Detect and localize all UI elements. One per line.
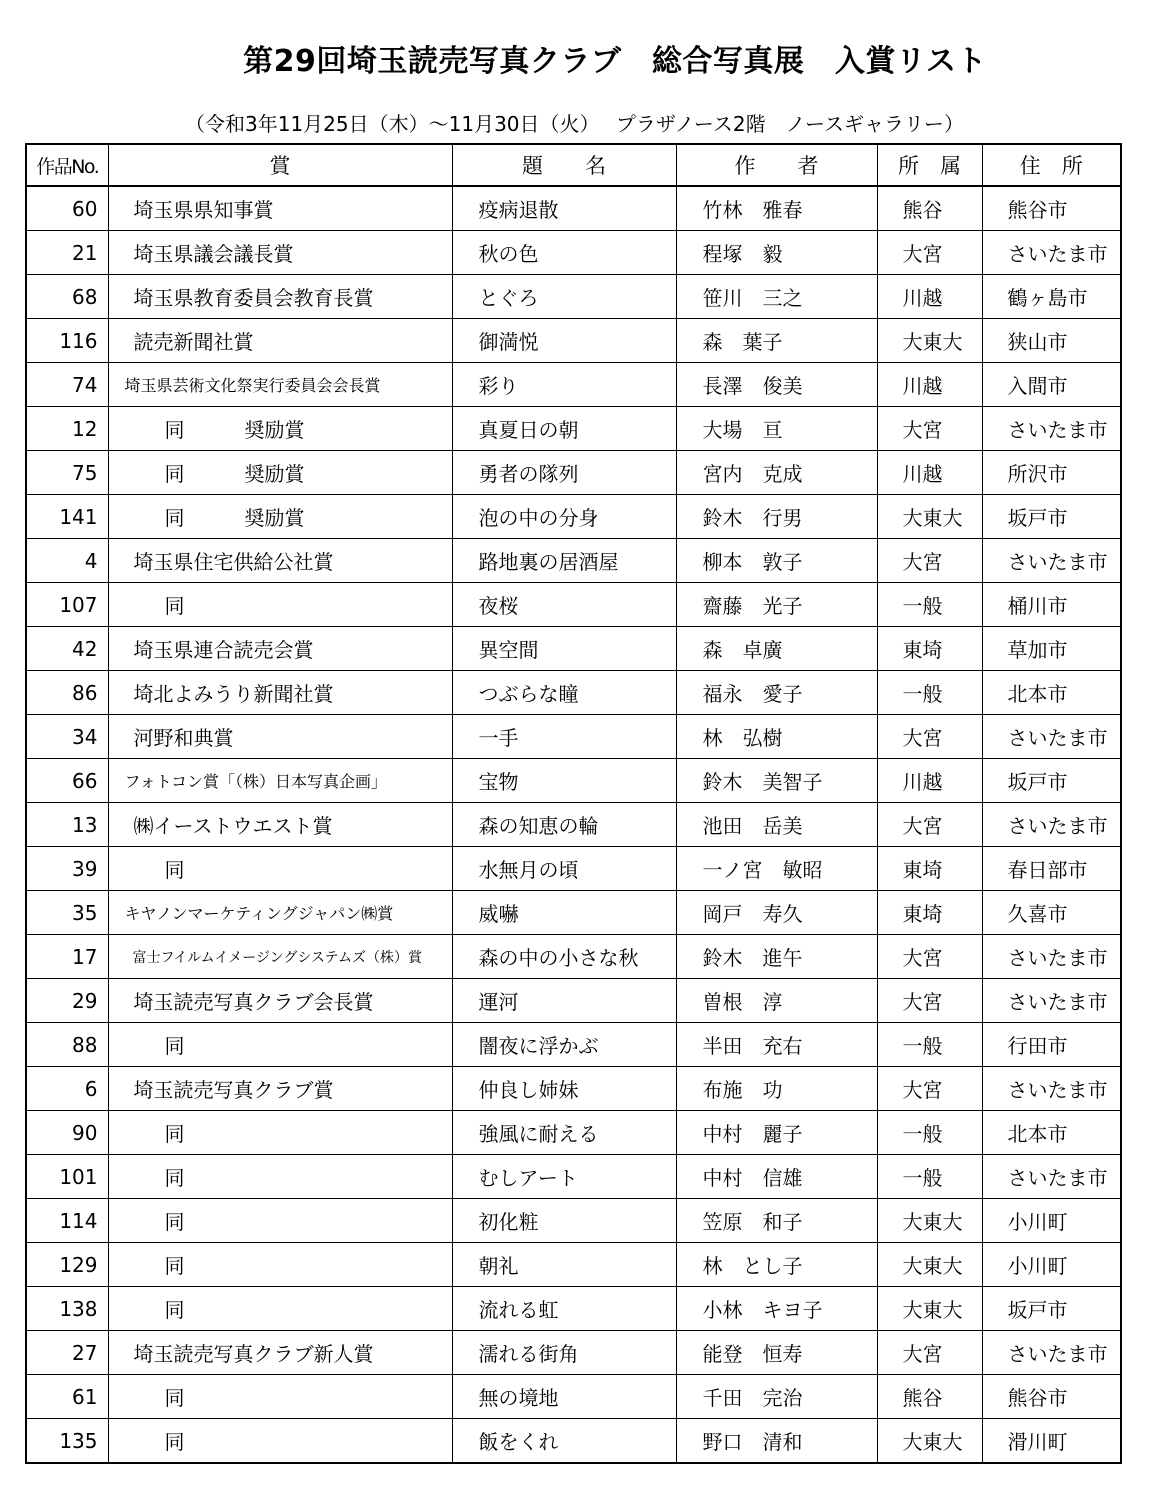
author-cell: 布施 功 bbox=[676, 1067, 877, 1111]
club-cell: 大宮 bbox=[877, 715, 982, 759]
club-cell: 熊谷 bbox=[877, 1375, 982, 1419]
work-title-cell: 秋の色 bbox=[452, 231, 676, 275]
club-cell: 大宮 bbox=[877, 935, 982, 979]
work-no-cell: 29 bbox=[26, 979, 108, 1023]
club-cell: 大宮 bbox=[877, 979, 982, 1023]
author-cell: 林 弘樹 bbox=[676, 715, 877, 759]
club-cell: 大宮 bbox=[877, 1067, 982, 1111]
work-title-cell: つぶらな瞳 bbox=[452, 671, 676, 715]
table-row bbox=[26, 627, 1121, 671]
city-cell: 熊谷市 bbox=[982, 186, 1121, 231]
work-no-cell: 114 bbox=[26, 1199, 108, 1243]
table-row bbox=[26, 1375, 1121, 1419]
table-row bbox=[26, 275, 1121, 319]
author-cell: 長澤 俊美 bbox=[676, 363, 877, 407]
award-table bbox=[25, 143, 1122, 1464]
work-title-cell: 彩り bbox=[452, 363, 676, 407]
city-cell: 小川町 bbox=[982, 1199, 1121, 1243]
award-cell: 埼玉県住宅供給公社賞 bbox=[108, 539, 452, 583]
club-cell: 大東大 bbox=[877, 1287, 982, 1331]
work-title-cell: 路地裏の居酒屋 bbox=[452, 539, 676, 583]
table-row bbox=[26, 539, 1121, 583]
table-row bbox=[26, 803, 1121, 847]
work-no-cell: 138 bbox=[26, 1287, 108, 1331]
author-cell: 岡戸 寿久 bbox=[676, 891, 877, 935]
work-title-cell: 仲良し姉妹 bbox=[452, 1067, 676, 1111]
author-cell: 小林 キヨ子 bbox=[676, 1287, 877, 1331]
work-title-cell: 朝礼 bbox=[452, 1243, 676, 1287]
table-row bbox=[26, 1155, 1121, 1199]
author-cell: 曽根 淳 bbox=[676, 979, 877, 1023]
author-cell: 千田 完治 bbox=[676, 1375, 877, 1419]
club-cell: 一般 bbox=[877, 1023, 982, 1067]
award-cell: 同 bbox=[108, 1023, 452, 1067]
column-header-author: 作 者 bbox=[676, 144, 877, 186]
column-header-club: 所 属 bbox=[877, 144, 982, 186]
award-cell: 同 bbox=[108, 1243, 452, 1287]
city-cell: さいたま市 bbox=[982, 803, 1121, 847]
city-cell: さいたま市 bbox=[982, 539, 1121, 583]
work-title-cell: 無の境地 bbox=[452, 1375, 676, 1419]
award-cell: 同 bbox=[108, 1155, 452, 1199]
work-title-cell: 夜桜 bbox=[452, 583, 676, 627]
event-subtitle: （令和3年11月25日（木）～11月30日（火） プラザノース2階 ノースギャラリー） bbox=[185, 112, 965, 136]
work-title-cell: 森の中の小さな秋 bbox=[452, 935, 676, 979]
table-header-row bbox=[26, 144, 1121, 186]
work-title-cell: 威嚇 bbox=[452, 891, 676, 935]
award-cell: 同 bbox=[108, 583, 452, 627]
city-cell: 草加市 bbox=[982, 627, 1121, 671]
work-title-cell: 宝物 bbox=[452, 759, 676, 803]
award-cell: 同 bbox=[108, 1287, 452, 1331]
award-cell: 埼玉読売写真クラブ賞 bbox=[108, 1067, 452, 1111]
column-header-title: 題 名 bbox=[452, 144, 676, 186]
table-row bbox=[26, 363, 1121, 407]
author-cell: 程塚 毅 bbox=[676, 231, 877, 275]
club-cell: 熊谷 bbox=[877, 186, 982, 231]
table-row bbox=[26, 231, 1121, 275]
award-cell: 同 奨励賞 bbox=[108, 451, 452, 495]
city-cell: 行田市 bbox=[982, 1023, 1121, 1067]
author-cell: 鈴木 行男 bbox=[676, 495, 877, 539]
work-title-cell: 強風に耐える bbox=[452, 1111, 676, 1155]
table-row bbox=[26, 1067, 1121, 1111]
work-title-cell: 異空間 bbox=[452, 627, 676, 671]
award-cell: 埼玉県県知事賞 bbox=[108, 186, 452, 231]
city-cell: 小川町 bbox=[982, 1243, 1121, 1287]
work-no-cell: 12 bbox=[26, 407, 108, 451]
city-cell: 坂戸市 bbox=[982, 759, 1121, 803]
author-cell: 福永 愛子 bbox=[676, 671, 877, 715]
work-title-cell: 疫病退散 bbox=[452, 186, 676, 231]
club-cell: 大東大 bbox=[877, 1243, 982, 1287]
table-row bbox=[26, 1243, 1121, 1287]
table-body bbox=[26, 186, 1121, 1463]
table-row bbox=[26, 319, 1121, 363]
table-row bbox=[26, 1331, 1121, 1375]
club-cell: 大東大 bbox=[877, 319, 982, 363]
work-title-cell: むしアート bbox=[452, 1155, 676, 1199]
award-cell: 同 bbox=[108, 1111, 452, 1155]
club-cell: 大東大 bbox=[877, 1199, 982, 1243]
author-cell: 中村 麗子 bbox=[676, 1111, 877, 1155]
club-cell: 大宮 bbox=[877, 407, 982, 451]
author-cell: 竹林 雅春 bbox=[676, 186, 877, 231]
city-cell: 熊谷市 bbox=[982, 1375, 1121, 1419]
club-cell: 川越 bbox=[877, 363, 982, 407]
award-cell: 埼玉県議会議長賞 bbox=[108, 231, 452, 275]
author-cell: 半田 充右 bbox=[676, 1023, 877, 1067]
table-row bbox=[26, 715, 1121, 759]
club-cell: 大宮 bbox=[877, 539, 982, 583]
city-cell: さいたま市 bbox=[982, 935, 1121, 979]
club-cell: 大東大 bbox=[877, 495, 982, 539]
table-row bbox=[26, 186, 1121, 231]
club-cell: 一般 bbox=[877, 583, 982, 627]
work-no-cell: 34 bbox=[26, 715, 108, 759]
club-cell: 川越 bbox=[877, 451, 982, 495]
city-cell: 北本市 bbox=[982, 1111, 1121, 1155]
city-cell: さいたま市 bbox=[982, 979, 1121, 1023]
club-cell: 東埼 bbox=[877, 891, 982, 935]
work-title-cell: 真夏日の朝 bbox=[452, 407, 676, 451]
city-cell: 坂戸市 bbox=[982, 495, 1121, 539]
award-cell: 埼玉読売写真クラブ会長賞 bbox=[108, 979, 452, 1023]
award-cell: 埼玉読売写真クラブ新人賞 bbox=[108, 1331, 452, 1375]
work-no-cell: 116 bbox=[26, 319, 108, 363]
award-cell: 埼玉県教育委員会教育長賞 bbox=[108, 275, 452, 319]
work-title-cell: 一手 bbox=[452, 715, 676, 759]
award-cell: 同 bbox=[108, 1419, 452, 1464]
author-cell: 宮内 克成 bbox=[676, 451, 877, 495]
work-no-cell: 39 bbox=[26, 847, 108, 891]
club-cell: 東埼 bbox=[877, 847, 982, 891]
table-row bbox=[26, 671, 1121, 715]
club-cell: 一般 bbox=[877, 1111, 982, 1155]
work-title-cell: 運河 bbox=[452, 979, 676, 1023]
award-cell: 河野和典賞 bbox=[108, 715, 452, 759]
work-title-cell: 濡れる街角 bbox=[452, 1331, 676, 1375]
table-row bbox=[26, 935, 1121, 979]
table-row bbox=[26, 1287, 1121, 1331]
work-no-cell: 135 bbox=[26, 1419, 108, 1464]
table-row bbox=[26, 407, 1121, 451]
club-cell: 一般 bbox=[877, 1155, 982, 1199]
work-no-cell: 17 bbox=[26, 935, 108, 979]
work-no-cell: 75 bbox=[26, 451, 108, 495]
city-cell: 鶴ヶ島市 bbox=[982, 275, 1121, 319]
city-cell: 坂戸市 bbox=[982, 1287, 1121, 1331]
award-cell: 同 bbox=[108, 1199, 452, 1243]
club-cell: 大東大 bbox=[877, 1419, 982, 1464]
award-cell: 埼玉県連合読売会賞 bbox=[108, 627, 452, 671]
table-row bbox=[26, 583, 1121, 627]
city-cell: さいたま市 bbox=[982, 231, 1121, 275]
work-title-cell: 初化粧 bbox=[452, 1199, 676, 1243]
author-cell: 齋藤 光子 bbox=[676, 583, 877, 627]
work-no-cell: 66 bbox=[26, 759, 108, 803]
author-cell: 池田 岳美 bbox=[676, 803, 877, 847]
club-cell: 川越 bbox=[877, 759, 982, 803]
work-title-cell: 水無月の頃 bbox=[452, 847, 676, 891]
city-cell: さいたま市 bbox=[982, 407, 1121, 451]
award-cell: 同 奨励賞 bbox=[108, 407, 452, 451]
work-no-cell: 107 bbox=[26, 583, 108, 627]
city-cell: 北本市 bbox=[982, 671, 1121, 715]
club-cell: 大宮 bbox=[877, 1331, 982, 1375]
work-title-cell: 御満悦 bbox=[452, 319, 676, 363]
award-cell: 埼北よみうり新聞社賞 bbox=[108, 671, 452, 715]
work-no-cell: 101 bbox=[26, 1155, 108, 1199]
table-row bbox=[26, 759, 1121, 803]
club-cell: 川越 bbox=[877, 275, 982, 319]
work-no-cell: 21 bbox=[26, 231, 108, 275]
column-header-award: 賞 bbox=[108, 144, 452, 186]
work-title-cell: とぐろ bbox=[452, 275, 676, 319]
work-no-cell: 6 bbox=[26, 1067, 108, 1111]
city-cell: さいたま市 bbox=[982, 1067, 1121, 1111]
work-no-cell: 90 bbox=[26, 1111, 108, 1155]
work-no-cell: 68 bbox=[26, 275, 108, 319]
city-cell: 入間市 bbox=[982, 363, 1121, 407]
award-cell: 同 bbox=[108, 1375, 452, 1419]
author-cell: 大場 亘 bbox=[676, 407, 877, 451]
work-title-cell: 勇者の隊列 bbox=[452, 451, 676, 495]
city-cell: 狭山市 bbox=[982, 319, 1121, 363]
table-row bbox=[26, 1111, 1121, 1155]
award-cell: キヤノンマーケティングジャパン㈱賞 bbox=[108, 891, 452, 935]
author-cell: 鈴木 進午 bbox=[676, 935, 877, 979]
work-no-cell: 27 bbox=[26, 1331, 108, 1375]
city-cell: さいたま市 bbox=[982, 715, 1121, 759]
award-cell: 読売新聞社賞 bbox=[108, 319, 452, 363]
work-title-cell: 流れる虹 bbox=[452, 1287, 676, 1331]
work-title-cell: 森の知恵の輪 bbox=[452, 803, 676, 847]
author-cell: 野口 清和 bbox=[676, 1419, 877, 1464]
city-cell: 滑川町 bbox=[982, 1419, 1121, 1464]
author-cell: 森 卓廣 bbox=[676, 627, 877, 671]
work-title-cell: 闇夜に浮かぶ bbox=[452, 1023, 676, 1067]
work-no-cell: 61 bbox=[26, 1375, 108, 1419]
page-title: 第29回埼玉読売写真クラブ 総合写真展 入賞リスト bbox=[243, 44, 987, 79]
work-no-cell: 74 bbox=[26, 363, 108, 407]
city-cell: 所沢市 bbox=[982, 451, 1121, 495]
table-row bbox=[26, 495, 1121, 539]
author-cell: 森 葉子 bbox=[676, 319, 877, 363]
award-cell: ㈱イーストウエスト賞 bbox=[108, 803, 452, 847]
club-cell: 大宮 bbox=[877, 803, 982, 847]
work-no-cell: 129 bbox=[26, 1243, 108, 1287]
table-row bbox=[26, 1023, 1121, 1067]
work-title-cell: 泡の中の分身 bbox=[452, 495, 676, 539]
column-header-work-no: 作品No. bbox=[26, 144, 108, 186]
club-cell: 一般 bbox=[877, 671, 982, 715]
club-cell: 大宮 bbox=[877, 231, 982, 275]
award-cell: 富士フイルムイメージングシステムズ（株）賞 bbox=[108, 935, 452, 979]
award-cell: 同 bbox=[108, 847, 452, 891]
table-row bbox=[26, 1199, 1121, 1243]
author-cell: 中村 信雄 bbox=[676, 1155, 877, 1199]
work-no-cell: 88 bbox=[26, 1023, 108, 1067]
work-no-cell: 42 bbox=[26, 627, 108, 671]
table-row bbox=[26, 979, 1121, 1023]
table-row bbox=[26, 451, 1121, 495]
work-no-cell: 60 bbox=[26, 186, 108, 231]
city-cell: さいたま市 bbox=[982, 1331, 1121, 1375]
author-cell: 柳本 敦子 bbox=[676, 539, 877, 583]
table-row bbox=[26, 1419, 1121, 1464]
city-cell: 春日部市 bbox=[982, 847, 1121, 891]
award-cell: 同 奨励賞 bbox=[108, 495, 452, 539]
award-cell: 埼玉県芸術文化祭実行委員会会長賞 bbox=[108, 363, 452, 407]
work-no-cell: 141 bbox=[26, 495, 108, 539]
work-no-cell: 86 bbox=[26, 671, 108, 715]
city-cell: さいたま市 bbox=[982, 1155, 1121, 1199]
author-cell: 一ノ宮 敏昭 bbox=[676, 847, 877, 891]
work-no-cell: 35 bbox=[26, 891, 108, 935]
author-cell: 林 とし子 bbox=[676, 1243, 877, 1287]
author-cell: 鈴木 美智子 bbox=[676, 759, 877, 803]
award-cell: フォトコン賞「（株）日本写真企画」 bbox=[108, 759, 452, 803]
work-no-cell: 4 bbox=[26, 539, 108, 583]
club-cell: 東埼 bbox=[877, 627, 982, 671]
city-cell: 久喜市 bbox=[982, 891, 1121, 935]
author-cell: 笠原 和子 bbox=[676, 1199, 877, 1243]
author-cell: 笹川 三之 bbox=[676, 275, 877, 319]
table-row bbox=[26, 891, 1121, 935]
table-row bbox=[26, 847, 1121, 891]
author-cell: 能登 恒寿 bbox=[676, 1331, 877, 1375]
city-cell: 桶川市 bbox=[982, 583, 1121, 627]
work-title-cell: 飯をくれ bbox=[452, 1419, 676, 1464]
work-no-cell: 13 bbox=[26, 803, 108, 847]
column-header-city: 住 所 bbox=[982, 144, 1121, 186]
